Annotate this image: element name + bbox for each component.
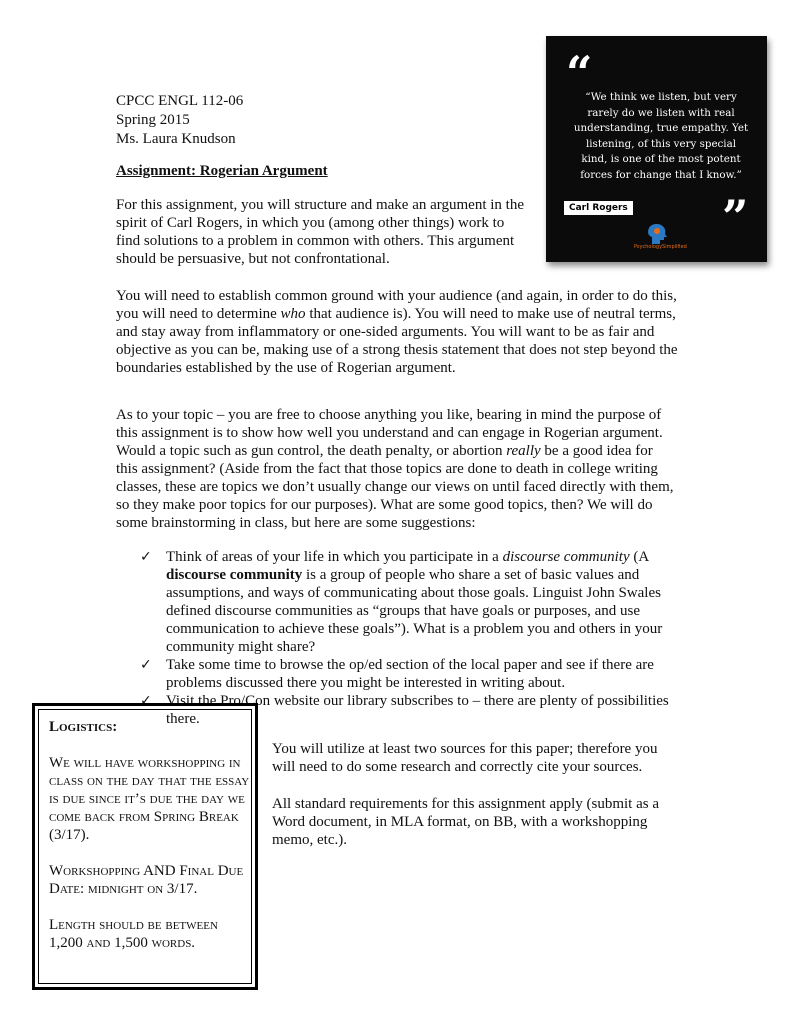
quote-author: Carl Rogers	[564, 201, 633, 215]
emphasis-who: who	[280, 306, 306, 322]
list-item	[140, 548, 680, 656]
assignment-title: Assignment: Rogerian Argument	[116, 163, 328, 179]
quote-card	[546, 36, 767, 262]
topic-paragraph	[116, 406, 676, 532]
checkmark-icon: ✓	[140, 549, 152, 565]
list-item	[140, 656, 680, 692]
logo-wordmark: PsychologySimplified	[634, 244, 687, 250]
text-run: As to your topic – you are free to choose anything you like, bearing in mind the purpose of this assignment is to show how well you understand and can engage in Rogerian argument. Would a topic such as gun control, the death penalty, or abortion	[116, 407, 663, 459]
instructor-name: Ms. Laura Knudson	[116, 131, 236, 147]
head-profile-icon	[638, 222, 678, 246]
emphasis-really: really	[506, 443, 541, 459]
bold-discourse-community: discourse community	[166, 567, 303, 583]
intro-paragraph: For this assignment, you will structure and make an argument in the spirit of Carl Rogers, in which you (among other things) work to find solutions to a problem in common with others. This argument should be persuasive, but not confrontational.	[116, 197, 524, 267]
text-run: Think of areas of your life in which you participate in a	[166, 549, 503, 565]
common-ground-paragraph	[116, 287, 682, 377]
logistics-box	[32, 703, 258, 990]
logistics-heading: Logistics:	[49, 719, 118, 735]
text-run: (A	[629, 549, 649, 565]
term: Spring 2015	[116, 112, 190, 128]
requirements-paragraph: All standard requirements for this assignment apply (submit as a Word document, in MLA format, on BB, with a workshopping memo, etc.).	[272, 796, 660, 848]
checkmark-icon: ✓	[140, 657, 152, 673]
psychology-logo	[634, 222, 687, 254]
checkmark-icon: ✓	[140, 693, 152, 709]
course-code: CPCC ENGL 112-06	[116, 93, 244, 109]
text-run: that audience is). You will need to make use of neutral terms, and stay away from inflammatory or one-sided arguments. You will want to be as fair and objective as you can be, making use of a strong thesis statement that does not step beyond the boundaries established by the use of Rogerian argument.	[116, 306, 678, 376]
logistics-length: Length should be between 1,200 and 1,500 words.	[49, 917, 218, 951]
text-run: Take some time to browse the op/ed section of the local paper and see if there are problems discussed there you might be interested in writing about.	[166, 657, 654, 691]
text-run: is a group of people who share a set of basic values and assumptions, and ways of communicating about those goals. Linguist John Swales defined discourse communities as “groups that have goals or purposes, and use communication to achieve these goals”). What is a problem you and others in your community might share?	[166, 567, 663, 655]
logistics-content	[49, 718, 251, 970]
open-quote-mark: “	[566, 46, 593, 100]
text-run: be a good idea for this assignment? (Aside from the fact that those topics are done to death in college writing classes, these are topics we don’t usually change our views on until faced directly with them, so they make poor topics for our purposes). What are some good topics, then? We will do some brainstorming in class, but here are some suggestions:	[116, 443, 674, 531]
logistics-workshop: We will have workshopping in class on the day that the essay is due since it’s due the day we come back from Spring Break (3/17).	[49, 755, 250, 843]
text-run: Visit the Pro/Con website our library subscribes to – there are plenty of possibilities there.	[166, 693, 669, 727]
suggestion-list	[140, 548, 680, 728]
sources-paragraph: You will utilize at least two sources for this paper; therefore you will need to do some research and correctly cite your sources.	[272, 741, 658, 775]
close-quote-mark: ”	[722, 190, 749, 244]
text-run: You will need to establish common ground with your audience (and again, in order to do this, you will need to determine	[116, 288, 677, 322]
emphasis-discourse-community: discourse community	[502, 549, 630, 565]
document-header	[116, 92, 243, 149]
quote-text: “We think we listen, but very rarely do we listen with real understanding, true empathy. Yet listening, of this very special kind, is one of the most potent forces for change that I know.”	[573, 91, 749, 181]
logistics-due-date: Workshopping AND Final Due Date: midnight on 3/17.	[49, 863, 244, 897]
